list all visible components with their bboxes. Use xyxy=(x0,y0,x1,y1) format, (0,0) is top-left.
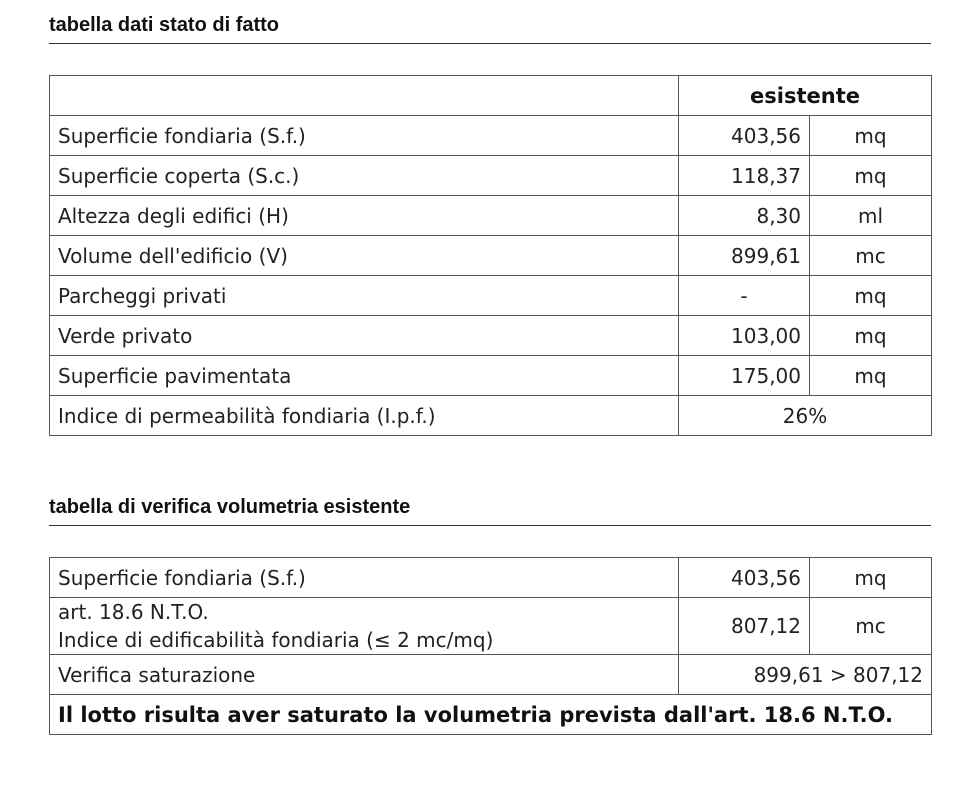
row-label: Superficie fondiaria (S.f.) xyxy=(50,116,679,156)
table-row-building-index xyxy=(50,598,932,655)
row-label: Verifica saturazione xyxy=(50,655,679,695)
table-row-saturation-check xyxy=(50,655,932,695)
row-label-line2: Indice di edificabilità fondiaria (≤ 2 mc/mq) xyxy=(58,628,494,652)
table-row xyxy=(50,276,932,316)
table-row xyxy=(50,236,932,276)
row-label: Superficie fondiaria (S.f.) xyxy=(50,558,679,598)
row-value: 403,56 xyxy=(679,558,810,598)
row-label: Superficie pavimentata xyxy=(50,356,679,396)
table-stato-di-fatto xyxy=(49,75,932,436)
row-label: Volume dell'edificio (V) xyxy=(50,236,679,276)
row-unit: mc xyxy=(810,598,932,655)
table-row xyxy=(50,558,932,598)
conclusion-text: Il lotto risulta aver saturato la volumetria prevista dall'art. 18.6 N.T.O. xyxy=(50,695,932,735)
row-unit: mq xyxy=(810,316,932,356)
row-unit: ml xyxy=(810,196,932,236)
row-value: 899,61 xyxy=(679,236,810,276)
table-row xyxy=(50,356,932,396)
row-unit: mq xyxy=(810,156,932,196)
section-title-verifica-volumetria: tabella di verifica volumetria esistente xyxy=(49,495,931,526)
row-value: 118,37 xyxy=(679,156,810,196)
row-label: Altezza degli edifici (H) xyxy=(50,196,679,236)
row-label: Indice di permeabilità fondiaria (I.p.f.) xyxy=(50,396,679,436)
column-header-esistente: esistente xyxy=(679,76,932,116)
row-unit: mc xyxy=(810,236,932,276)
row-unit: mq xyxy=(810,356,932,396)
row-value-percentage: 26% xyxy=(679,396,932,436)
row-label: Parcheggi privati xyxy=(50,276,679,316)
row-unit: mq xyxy=(810,558,932,598)
row-value: 8,30 xyxy=(679,196,810,236)
row-label-line1: art. 18.6 N.T.O. xyxy=(58,600,209,624)
row-unit: mq xyxy=(810,276,932,316)
row-label: Verde privato xyxy=(50,316,679,356)
table-row-permeability-index xyxy=(50,396,932,436)
row-value: 103,00 xyxy=(679,316,810,356)
section-title-stato-di-fatto: tabella dati stato di fatto xyxy=(49,13,931,44)
table-row xyxy=(50,316,932,356)
row-label: Superficie coperta (S.c.) xyxy=(50,156,679,196)
header-empty-cell xyxy=(50,76,679,116)
table-row xyxy=(50,196,932,236)
table-row-conclusion xyxy=(50,695,932,735)
table-row xyxy=(50,156,932,196)
row-value: - xyxy=(679,276,810,316)
row-value: 807,12 xyxy=(679,598,810,655)
table-row xyxy=(50,116,932,156)
table-header-row xyxy=(50,76,932,116)
row-value-comparison: 899,61 > 807,12 xyxy=(679,655,932,695)
table-verifica-volumetria xyxy=(49,557,932,735)
row-label xyxy=(50,598,679,655)
row-value: 403,56 xyxy=(679,116,810,156)
row-unit: mq xyxy=(810,116,932,156)
row-value: 175,00 xyxy=(679,356,810,396)
